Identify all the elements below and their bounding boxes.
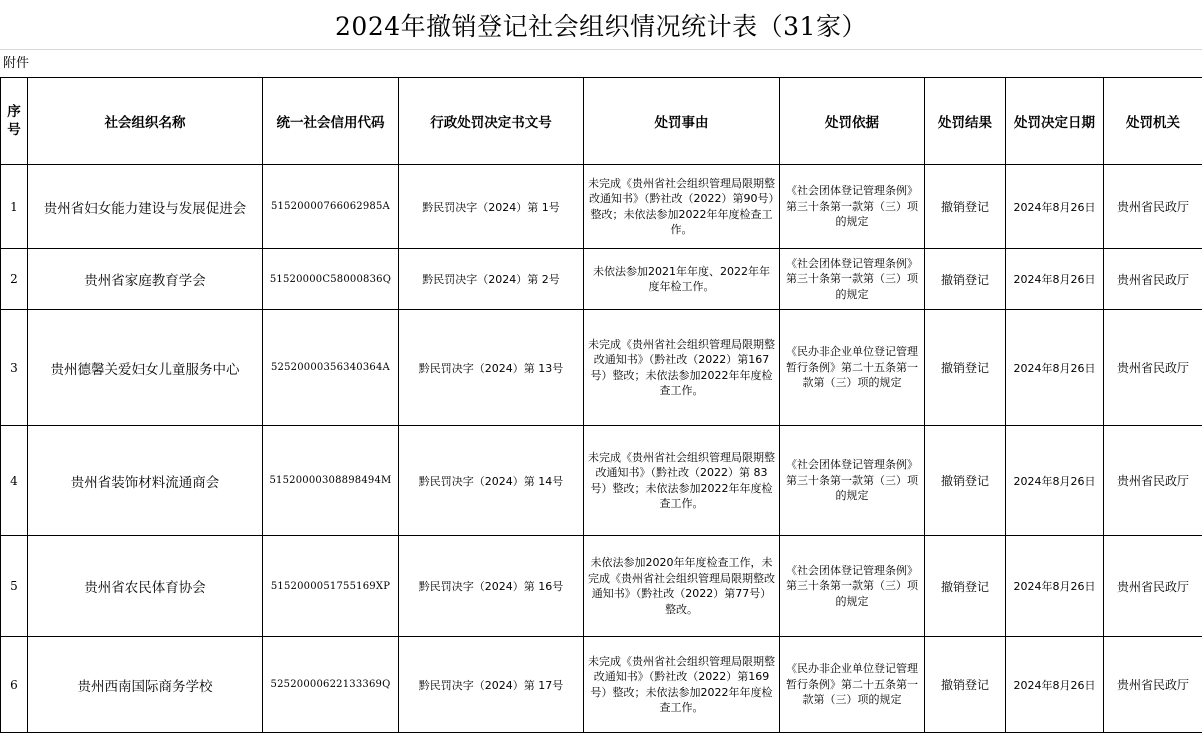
- cell-org: 贵州省民政厅: [1104, 637, 1202, 733]
- cell-code: 52520000622133369Q: [263, 637, 399, 733]
- cell-result: 撤销登记: [925, 165, 1006, 249]
- cell-result: 撤销登记: [925, 310, 1006, 426]
- cell-result: 撤销登记: [925, 249, 1006, 310]
- statistics-table: [0, 77, 1202, 733]
- table-row: [1, 426, 1202, 536]
- cell-name: 贵州省家庭教育学会: [28, 249, 263, 310]
- table-row: [1, 310, 1202, 426]
- cell-seq: 5: [1, 536, 28, 637]
- table-row: [1, 536, 1202, 637]
- cell-result: 撤销登记: [925, 536, 1006, 637]
- table-row: [1, 165, 1202, 249]
- cell-seq: 1: [1, 165, 28, 249]
- cell-seq: 4: [1, 426, 28, 536]
- header-basis: 处罚依据: [780, 78, 925, 165]
- cell-name: 贵州省农民体育协会: [28, 536, 263, 637]
- cell-basis: 《社会团体登记管理条例》第三十条第一款第（三）项的规定: [780, 426, 925, 536]
- cell-basis: 《民办非企业单位登记管理暂行条例》第二十五条第一款第（三）项的规定: [780, 310, 925, 426]
- cell-reason: 未依法参加2021年年度、2022年年度年检工作。: [584, 249, 780, 310]
- table-row: [1, 637, 1202, 733]
- cell-reason: 未完成《贵州省社会组织管理局限期整改通知书》（黔社改（2022）第169号）整改；未依法参加2022年年度检查工作。: [584, 637, 780, 733]
- cell-org: 贵州省民政厅: [1104, 536, 1202, 637]
- cell-doc: 黔民罚决字（2024）第 1号: [399, 165, 584, 249]
- header-code: 统一社会信用代码: [263, 78, 399, 165]
- cell-basis: 《社会团体登记管理条例》第三十条第一款第（三）项的规定: [780, 536, 925, 637]
- header-date: 处罚决定日期: [1006, 78, 1104, 165]
- cell-basis: 《社会团体登记管理条例》第三十条第一款第（三）项的规定: [780, 165, 925, 249]
- header-name: 社会组织名称: [28, 78, 263, 165]
- cell-date: 2024年8月26日: [1006, 310, 1104, 426]
- cell-result: 撤销登记: [925, 637, 1006, 733]
- cell-name: 贵州省装饰材料流通商会: [28, 426, 263, 536]
- cell-basis: 《民办非企业单位登记管理暂行条例》第二十五条第一款第（三）项的规定: [780, 637, 925, 733]
- cell-basis: 《社会团体登记管理条例》第三十条第一款第（三）项的规定: [780, 249, 925, 310]
- cell-org: 贵州省民政厅: [1104, 249, 1202, 310]
- page-title: 2024年撤销登记社会组织情况统计表（31家）: [0, 0, 1202, 50]
- cell-doc: 黔民罚决字（2024）第 14号: [399, 426, 584, 536]
- cell-name: 贵州德馨关爱妇女儿童服务中心: [28, 310, 263, 426]
- cell-name: 贵州省妇女能力建设与发展促进会: [28, 165, 263, 249]
- cell-code: 51520000C58000836Q: [263, 249, 399, 310]
- attachment-note: 附件: [3, 56, 30, 71]
- cell-doc: 黔民罚决字（2024）第 16号: [399, 536, 584, 637]
- header-org: 处罚机关: [1104, 78, 1202, 165]
- cell-seq: 2: [1, 249, 28, 310]
- cell-code: 5152000030889849​4M: [263, 426, 399, 536]
- cell-date: 2024年8月26日: [1006, 249, 1104, 310]
- cell-date: 2024年8月26日: [1006, 165, 1104, 249]
- cell-org: 贵州省民政厅: [1104, 310, 1202, 426]
- cell-org: 贵州省民政厅: [1104, 165, 1202, 249]
- cell-org: 贵州省民政厅: [1104, 426, 1202, 536]
- header-seq: 序号: [1, 78, 28, 165]
- cell-reason: 未依法参加2020年年度检查工作，未完成《贵州省社会组织管理局限期整改通知书》（黔社改（2022）第77号）整改。: [584, 536, 780, 637]
- cell-reason: 未完成《贵州省社会组织管理局限期整改通知书》（黔社改（2022）第167号）整改；未依法参加2022年年度检查工作。: [584, 310, 780, 426]
- cell-seq: 6: [1, 637, 28, 733]
- header-reason: 处罚事由: [584, 78, 780, 165]
- cell-doc: 黔民罚决字（2024）第 2号: [399, 249, 584, 310]
- cell-doc: 黔民罚决字（2024）第 17号: [399, 637, 584, 733]
- cell-result: 撤销登记: [925, 426, 1006, 536]
- header-doc: 行政处罚决定书文号: [399, 78, 584, 165]
- cell-doc: 黔民罚决字（2024）第 13号: [399, 310, 584, 426]
- cell-seq: 3: [1, 310, 28, 426]
- cell-name: 贵州西南国际商务学校: [28, 637, 263, 733]
- cell-code: 52520000356340364A: [263, 310, 399, 426]
- cell-code: 51520000766062985A: [263, 165, 399, 249]
- table-header-row: [1, 78, 1202, 165]
- cell-reason: 未完成《贵州省社会组织管理局限期整改通知书》（黔社改（2022）第 83号）整改；未依法参加2022年年度检查工作。: [584, 426, 780, 536]
- cell-date: 2024年8月26日: [1006, 637, 1104, 733]
- cell-date: 2024年8月26日: [1006, 536, 1104, 637]
- table-row: [1, 249, 1202, 310]
- cell-date: 2024年8月26日: [1006, 426, 1104, 536]
- cell-reason: 未完成《贵州省社会组织管理局限期整改通知书》（黔社改（2022）第90号）整改；未依法参加2022年年度检查工作。: [584, 165, 780, 249]
- cell-code: 515200005175516​9XP: [263, 536, 399, 637]
- header-result: 处罚结果: [925, 78, 1006, 165]
